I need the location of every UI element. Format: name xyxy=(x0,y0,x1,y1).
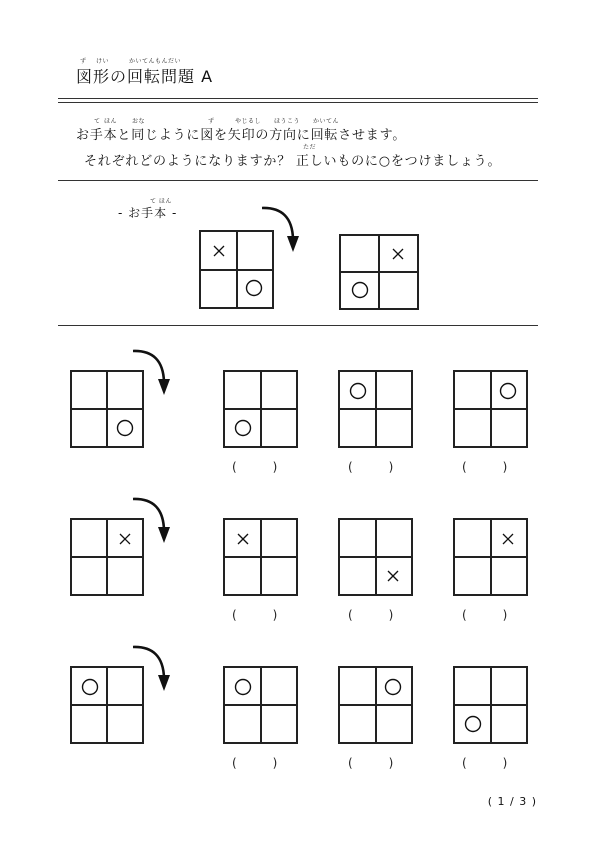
q3-answer-2[interactable]: ( ) xyxy=(348,756,394,770)
title-ruby-kei: けい xyxy=(96,58,110,65)
page-title: 図形の回転問題 A xyxy=(76,67,214,86)
circle-mark-icon xyxy=(340,372,376,409)
instr-ruby-tada: ただ xyxy=(303,144,317,151)
q3-answer-3[interactable]: ( ) xyxy=(462,756,508,770)
rotate-clockwise-arrow-icon xyxy=(130,348,172,396)
sample-label: - お手本 - xyxy=(118,206,178,220)
q1-answer-1[interactable]: ( ) xyxy=(232,460,278,474)
rotate-clockwise-arrow-icon xyxy=(130,496,172,544)
title-ruby-zu: ず xyxy=(80,58,87,65)
circle-mark-icon xyxy=(341,272,379,308)
q3-choice-1-grid[interactable] xyxy=(223,666,298,744)
q2-choice-1-grid[interactable] xyxy=(223,518,298,596)
cross-mark-icon xyxy=(491,520,527,557)
rotate-clockwise-arrow-icon xyxy=(259,205,301,253)
circle-mark-icon xyxy=(72,668,107,705)
cross-mark-icon xyxy=(376,557,412,594)
circle-mark-icon xyxy=(237,270,273,308)
title-divider-2 xyxy=(58,102,538,103)
title-ruby-kaiten-mondai: かいてんもんだい xyxy=(129,58,182,65)
q2-answer-2[interactable]: ( ) xyxy=(348,608,394,622)
q2-answer-1[interactable]: ( ) xyxy=(232,608,278,622)
q1-choice-2-grid[interactable] xyxy=(338,370,413,448)
title-divider-1 xyxy=(58,98,538,99)
q1-answer-3[interactable]: ( ) xyxy=(462,460,508,474)
cross-mark-icon xyxy=(201,232,237,270)
q3-choice-3-grid[interactable] xyxy=(453,666,528,744)
q3-answer-1[interactable]: ( ) xyxy=(232,756,278,770)
instruction-line-2: それぞれどのようになりますか？ 正しいものに○をつけましょう。 xyxy=(84,154,502,169)
section-divider-2 xyxy=(58,325,538,326)
instr-ruby-hon: ほん xyxy=(104,118,118,125)
instr-ruby-zu: ず xyxy=(208,118,215,125)
cross-mark-icon xyxy=(379,236,417,272)
section-divider-1 xyxy=(58,180,538,181)
circle-mark-icon xyxy=(225,409,261,446)
circle-mark-icon xyxy=(491,372,527,409)
q1-choice-1-grid[interactable] xyxy=(223,370,298,448)
instr-ruby-yajirushi: やじるし xyxy=(235,118,262,125)
q3-choice-2-grid[interactable] xyxy=(338,666,413,744)
circle-mark-icon xyxy=(107,409,142,446)
sample-ruby: て ほん xyxy=(150,198,172,205)
q2-choice-2-grid[interactable] xyxy=(338,518,413,596)
sample-after-grid xyxy=(339,234,419,310)
page-number: ( 1 / 3 ) xyxy=(487,795,537,808)
q2-choice-3-grid[interactable] xyxy=(453,518,528,596)
instr-ruby-houkou: ほうこう xyxy=(274,118,301,125)
instruction-line-1: お手本と同じように図を矢印の方向に回転させます。 xyxy=(76,128,407,143)
instr-ruby-kaiten: かいてん xyxy=(313,118,340,125)
q1-choice-3-grid[interactable] xyxy=(453,370,528,448)
cross-mark-icon xyxy=(225,520,261,557)
instr-ruby-ona: おな xyxy=(132,118,146,125)
circle-mark-icon xyxy=(455,705,491,742)
q1-answer-2[interactable]: ( ) xyxy=(348,460,394,474)
instr-ruby-te: て xyxy=(94,118,101,125)
circle-mark-icon xyxy=(376,668,412,705)
rotate-clockwise-arrow-icon xyxy=(130,644,172,692)
circle-mark-icon xyxy=(225,668,261,705)
q2-answer-3[interactable]: ( ) xyxy=(462,608,508,622)
